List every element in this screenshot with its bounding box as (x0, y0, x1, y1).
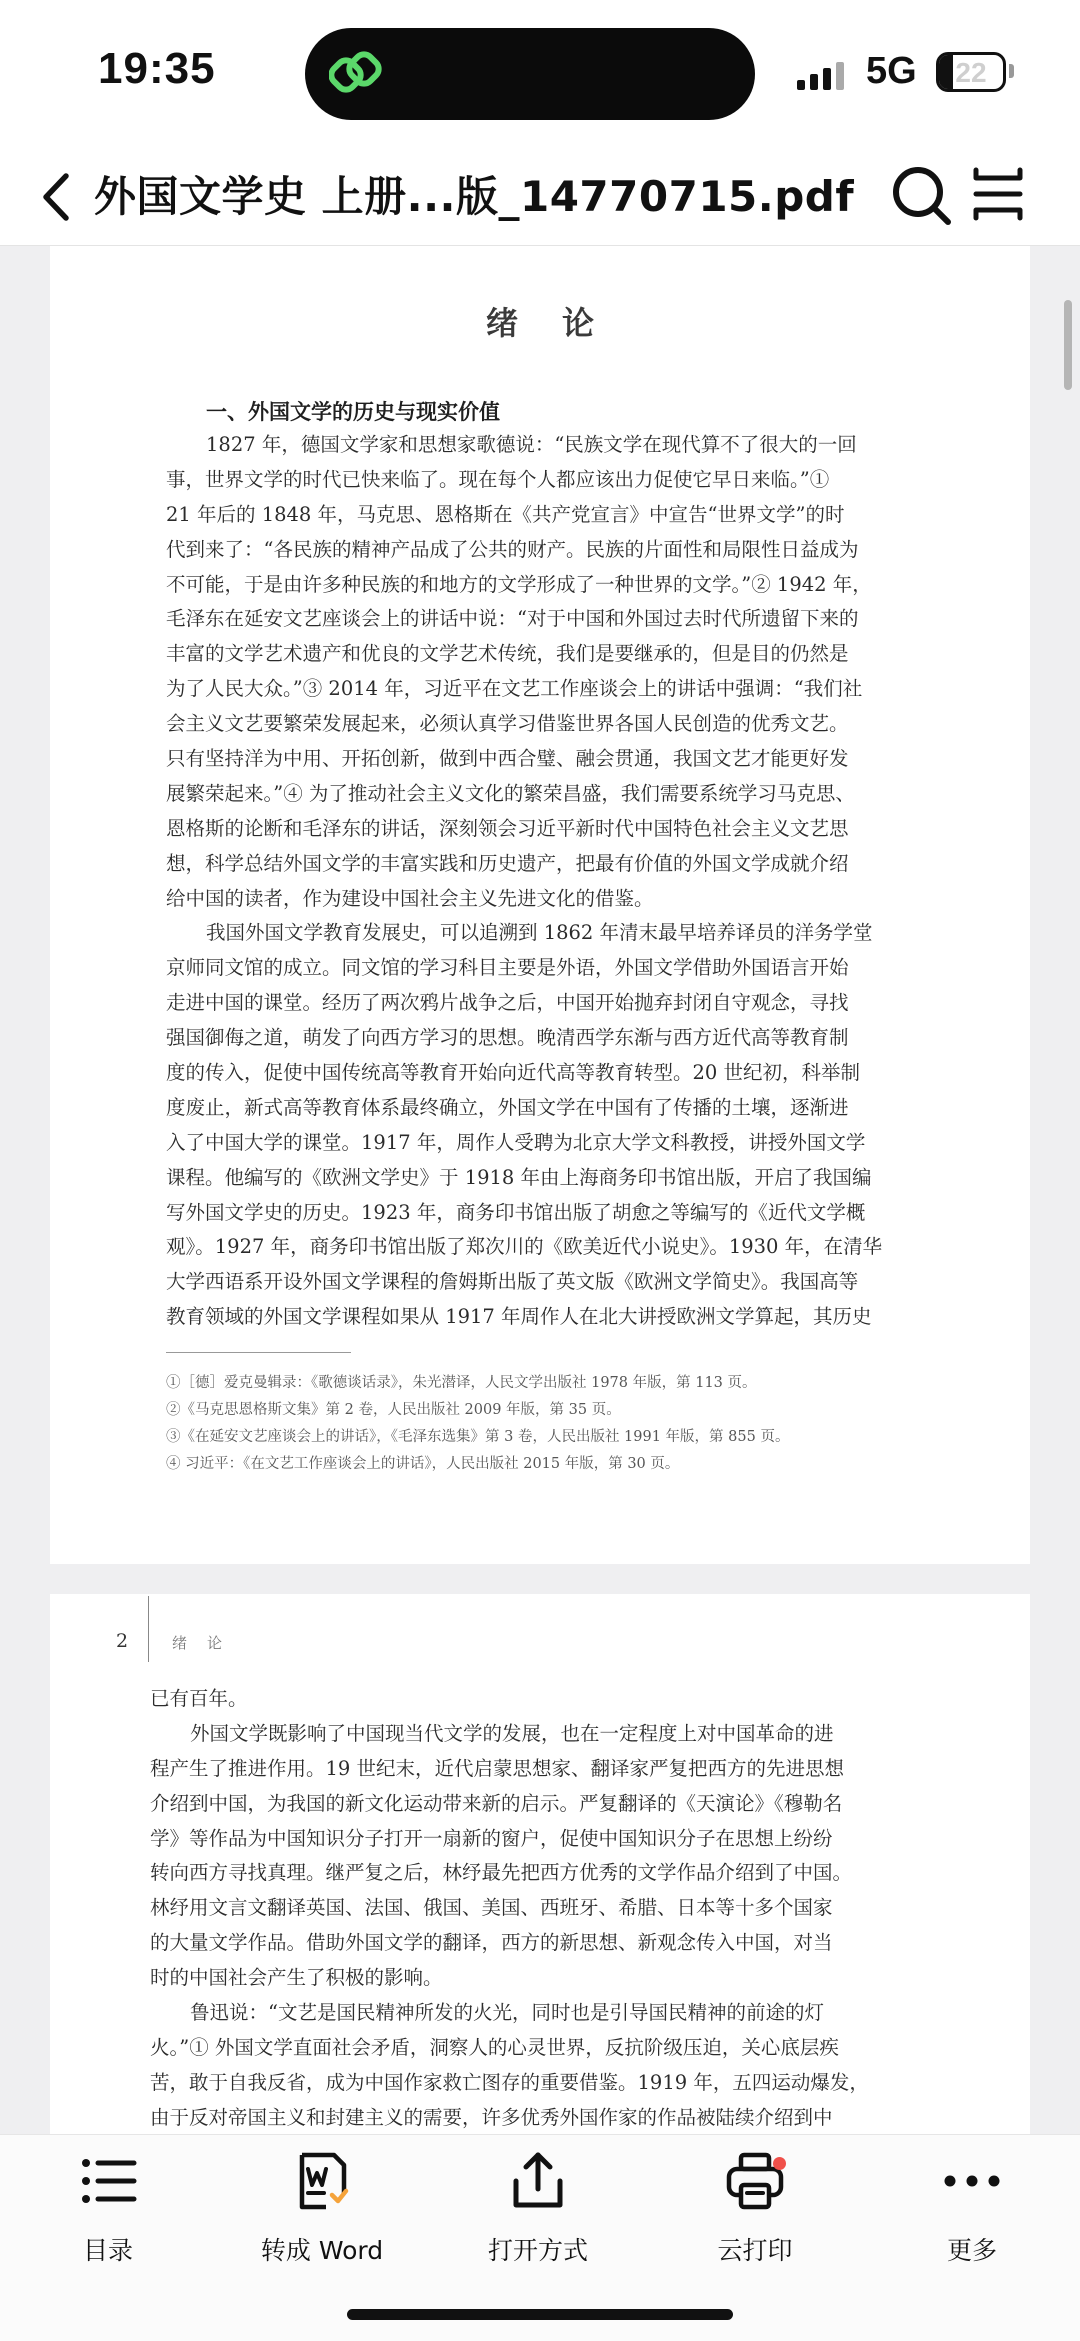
footnote: ③《在延安文艺座谈会上的讲话》，《毛泽东选集》第 3 卷，人民出版社 1991 年版，第 855 页。 (166, 1429, 790, 1445)
more-icon (940, 2149, 1004, 2213)
open-with-button[interactable] (448, 2149, 628, 2267)
text-line: 写外国文学史的历史。1923 年，商务印书馆出版了胡愈之等编写的《近代文学概 (166, 1200, 866, 1224)
text-line: 转向西方寻找真理。继严复之后，林纾最先把西方优秀的文学作品介绍到了中国。 (150, 1861, 853, 1885)
link-icon (329, 48, 383, 100)
page-number: 2 (116, 1630, 129, 1652)
footnote: ②《马克思恩格斯文集》第 2 卷，人民出版社 2009 年版，第 35 页。 (166, 1402, 621, 1418)
text-line: 的大量文学作品。借助外国文学的翻译，西方的新思想、新观念传入中国，对当 (150, 1931, 833, 1955)
text-line: 介绍到中国，为我国的新文化运动带来新的启示。严复翻译的《天演论》《穆勒名 (150, 1791, 843, 1815)
footnote-divider (166, 1352, 351, 1353)
battery-level: 22 (955, 57, 987, 88)
footnote: ①［德］爱克曼辑录：《歌德谈话录》，朱光潜译，人民文学出版社 1978 年版，第 113 页。 (166, 1375, 757, 1391)
text-line: 由于反对帝国主义和封建主义的需要，许多优秀外国作家的作品被陆续介绍到中 (150, 2105, 833, 2129)
text-line: 火。”① 外国文学直面社会矛盾，洞察人的心灵世界，反抗阶级压迫，关心底层疾 (150, 2035, 839, 2059)
section-heading: 一、外国文学的历史与现实价值 (206, 400, 500, 424)
word-convert-icon (290, 2149, 354, 2213)
notification-dot (773, 2157, 786, 2170)
document-title: 外国文学史 上册...版_14770715.pdf (94, 172, 855, 221)
text-line: 外国文学既影响了中国现当代文学的发展，也在一定程度上对中国革命的进 (190, 1721, 834, 1745)
text-line: 毛泽东在延安文艺座谈会上的讲话中说：“对于中国和外国过去时代所遗留下来的 (166, 607, 859, 631)
text-line: 苦，敢于自我反省，成为中国作家救亡图存的重要借鉴。1919 年，五四运动爆发， (150, 2070, 869, 2094)
chapter-title: 绪论 (485, 304, 638, 342)
open-with-label: 打开方式 (487, 2236, 588, 2265)
status-bar (0, 0, 1080, 150)
text-line: 代到来了：“各民族的精神产品成了公共的财产。民族的片面性和局限性日益成为 (166, 537, 859, 561)
home-indicator[interactable] (347, 2309, 733, 2320)
text-line: 展繁荣起来。”④ 为了推动社会主义文化的繁荣昌盛，我们需要系统学习马克思、 (166, 781, 855, 805)
battery-icon (936, 52, 1006, 92)
search-icon[interactable] (888, 162, 954, 228)
nav-bar (0, 150, 1080, 246)
chevron-left-icon[interactable] (36, 168, 76, 226)
text-line: 入了中国大学的课堂。1917 年，周作人受聘为北京大学文科教授，讲授外国文学 (166, 1130, 866, 1154)
text-line: 鲁迅说：“文艺是国民精神所发的火光，同时也是引导国民精神的前途的灯 (190, 2001, 824, 2025)
text-line: 度的传入，促使中国传统高等教育开始向近代高等教育转型。20 世纪初，科举制 (166, 1061, 861, 1085)
text-line: 林纾用文言文翻译英国、法国、俄国、美国、西班牙、希腊、日本等十多个国家 (150, 1896, 833, 1920)
text-line: 程产生了推进作用。19 世纪末，近代启蒙思想家、翻译家严复把西方的先进思想 (150, 1756, 845, 1780)
scrollbar-thumb[interactable] (1064, 300, 1072, 390)
toc-button[interactable] (18, 2149, 198, 2267)
network-type: 5G (866, 50, 917, 92)
text-line: 恩格斯的论断和毛泽东的讲话，深刻领会习近平新时代中国特色社会主义文艺思 (166, 816, 849, 840)
text-line: 事，世界文学的时代已快来临了。现在每个人都应该出力促使它早日来临。”① (166, 467, 830, 491)
header-divider (148, 1596, 149, 1662)
cloud-print-button[interactable] (665, 2149, 845, 2267)
running-head: 绪论 (172, 1634, 243, 1652)
text-line: 想，科学总结外国文学的丰富实践和历史遗产，把最有价值的外国文学成就介绍 (166, 851, 849, 875)
footnotes (166, 1370, 789, 1478)
expand-icon[interactable] (970, 164, 1026, 224)
pdf-page (50, 1594, 1030, 2134)
text-line: 给中国的读者，作为建设中国社会主义先进文化的借鉴。 (166, 886, 654, 910)
text-line: 教育领域的外国文学课程如果从 1917 年周作人在北大讲授欧洲文学算起，其历史 (166, 1305, 872, 1329)
text-line: 课程。他编写的《欧洲文学史》于 1918 年由上海商务印书馆出版，开启了我国编 (166, 1165, 872, 1189)
share-icon (506, 2149, 570, 2213)
footnote: ④ 习近平：《在文艺工作座谈会上的讲话》，人民出版社 2015 年版，第 30 页。 (166, 1456, 680, 1472)
pdf-page (50, 246, 1030, 1564)
text-line: 会主义文艺要繁荣发展起来，必须认真学习借鉴世界各国人民创造的优秀文艺。 (166, 712, 849, 736)
list-icon (76, 2149, 140, 2213)
dynamic-island[interactable] (305, 28, 755, 120)
cloud-print-label: 云打印 (717, 2236, 793, 2265)
text-line: 大学西语系开设外国文学课程的詹姆斯出版了英文版《欧洲文学简史》。我国高等 (166, 1270, 859, 1294)
text-line: 21 年后的 1848 年，马克思、恩格斯在《共产党宣言》中宣告“世界文学”的时 (166, 502, 845, 526)
text-line: 走进中国的课堂。经历了两次鸦片战争之后，中国开始抛弃封闭自守观念，寻找 (166, 991, 849, 1015)
text-line: 已有百年。 (150, 1687, 248, 1710)
text-line: 我国外国文学教育发展史，可以追溯到 1862 年清末最早培养译员的洋务学堂 (206, 921, 873, 945)
text-line: 1827 年，德国文学家和思想家歌德说：“民族文学在现代算不了很大的一回 (206, 433, 857, 456)
text-line: 只有坚持洋为中用、开拓创新，做到中西合璧、融会贯通，我国文艺才能更好发 (166, 747, 849, 771)
text-line: 京师同文馆的成立。同文馆的学习科目主要是外语，外国文学借助外国语言开始 (166, 956, 849, 980)
toc-label: 目录 (82, 2236, 133, 2265)
convert-word-label: 转成 Word (260, 2236, 384, 2265)
text-line: 观》。1927 年，商务印书馆出版了郑次川的《欧美近代小说史》。1930 年，在清华 (166, 1235, 883, 1259)
page-body (150, 1682, 960, 2134)
status-time: 19:35 (98, 44, 216, 93)
text-line: 丰富的文学艺术遗产和优良的文学艺术传统，我们是要继承的，但是目的仍然是 (166, 642, 849, 666)
signal-icon (797, 56, 844, 90)
text-line: 度废止，新式高等教育体系最终确立，外国文学在中国有了传播的土壤，逐渐进 (166, 1095, 849, 1119)
convert-word-button[interactable] (232, 2149, 412, 2267)
more-button[interactable] (882, 2149, 1062, 2267)
more-label: 更多 (946, 2236, 997, 2265)
pdf-viewport[interactable] (0, 246, 1080, 2134)
text-line: 为了人民大众。”③ 2014 年，习近平在文艺工作座谈会上的讲话中强调：“我们社 (166, 677, 863, 701)
text-line: 强国御侮之道，萌发了向西方学习的思想。晚清西学东渐与西方近代高等教育制 (166, 1026, 849, 1050)
text-line: 不可能，于是由许多种民族的和地方的文学形成了一种世界的文学。”② 1942 年， (166, 572, 872, 596)
text-line: 学》等作品为中国知识分子打开一扇新的窗户，促使中国知识分子在思想上纷纷 (150, 1826, 833, 1850)
text-line: 时的中国社会产生了积极的影响。 (150, 1966, 443, 1990)
page-body (166, 428, 966, 1335)
battery-tip (1009, 64, 1014, 78)
